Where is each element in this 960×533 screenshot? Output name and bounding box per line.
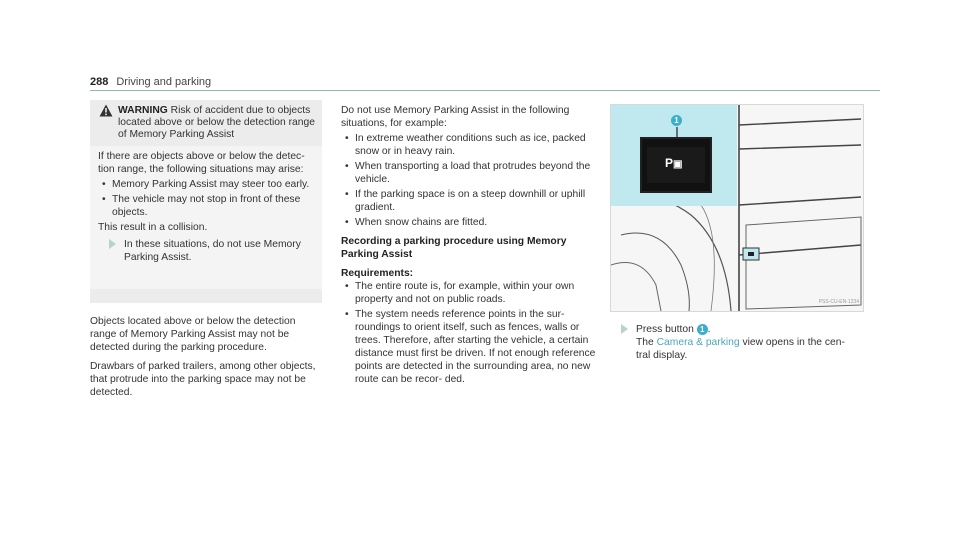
dashboard-figure bbox=[610, 104, 864, 312]
warning-intro: If there are objects above or below the detec- tion range, the following situations may arise: bbox=[98, 151, 305, 175]
section-heading: Recording a parking procedure using Memory Parking Assist bbox=[341, 236, 567, 260]
step-suffix: . bbox=[707, 324, 711, 335]
parking-camera-icon: P▣ bbox=[665, 156, 683, 170]
warning-list bbox=[98, 178, 314, 219]
list-item: • The entire route is, for example, within your own property and not on public roads. bbox=[341, 280, 597, 306]
step-prefix: Press button bbox=[636, 324, 697, 335]
warning-headline: Risk of accident due to objects located above or below the detection range of Memory Parking Assist bbox=[118, 105, 315, 140]
parking-button-glyph: P bbox=[665, 156, 674, 170]
callout-1-marker: 1 bbox=[671, 115, 682, 126]
warning-body bbox=[90, 146, 322, 289]
page-header bbox=[90, 76, 880, 91]
warning-instruction bbox=[98, 238, 314, 264]
figure-id: PSS-CU-EN-1234 bbox=[818, 299, 859, 305]
step-instruction bbox=[610, 323, 862, 362]
column1-text bbox=[90, 315, 322, 405]
arrow-right-icon bbox=[109, 239, 116, 249]
button-1-marker: 1 bbox=[697, 324, 708, 335]
requirements-label: Requirements: bbox=[341, 268, 414, 279]
column3 bbox=[610, 323, 862, 362]
list-item: • In extreme weather conditions such as ice, packed snow or in heavy rain. bbox=[341, 132, 597, 158]
requirements-list bbox=[341, 280, 597, 386]
column2-intro: Do not use Memory Parking Assist in the following situations, for example: bbox=[341, 105, 570, 129]
paragraph: Objects located above or below the detection range of Memory Parking Assist may not be detected during the parking procedure. bbox=[90, 316, 296, 353]
warning-label: WARNING bbox=[118, 105, 168, 116]
list-item: • When transporting a load that protrudes beyond the vehicle. bbox=[341, 160, 597, 186]
dashboard-illustration bbox=[611, 105, 863, 311]
camera-parking-link[interactable]: Camera & parking bbox=[656, 337, 740, 348]
warning-result: This result in a collision. bbox=[98, 222, 208, 233]
result-suffix: view opens in the cen- tral display. bbox=[636, 337, 845, 361]
chapter-title: Driving and parking bbox=[116, 76, 212, 88]
list-item: • The system needs reference points in the sur- roundings to orient itself, such as fences, walls or trees. Therefore, after starting the vehicle, a certain distance must first be driven. If not enough reference points are detected in the surrounding area, no new route can be recor- ded. bbox=[341, 308, 597, 386]
warning-triangle-icon bbox=[99, 104, 113, 117]
result-prefix: The bbox=[636, 337, 657, 348]
paragraph: Drawbars of parked trailers, among other objects, that protrude into the parking space may not be detected. bbox=[90, 361, 316, 398]
page-number: 288 bbox=[90, 76, 109, 88]
list-item: • When snow chains are fitted. bbox=[341, 216, 597, 229]
situations-list bbox=[341, 132, 597, 229]
warning-instruction-text: In these situations, do not use Memory Parking Assist. bbox=[124, 239, 301, 263]
arrow-right-icon bbox=[621, 324, 628, 334]
list-item: • If the parking space is on a steep downhill or uphill gradient. bbox=[341, 188, 597, 214]
list-item: • The vehicle may not stop in front of these objects. bbox=[98, 193, 314, 219]
warning-header bbox=[90, 100, 322, 146]
list-item: • Memory Parking Assist may steer too early. bbox=[98, 178, 314, 191]
warning-box bbox=[90, 100, 322, 303]
column2 bbox=[341, 104, 597, 388]
